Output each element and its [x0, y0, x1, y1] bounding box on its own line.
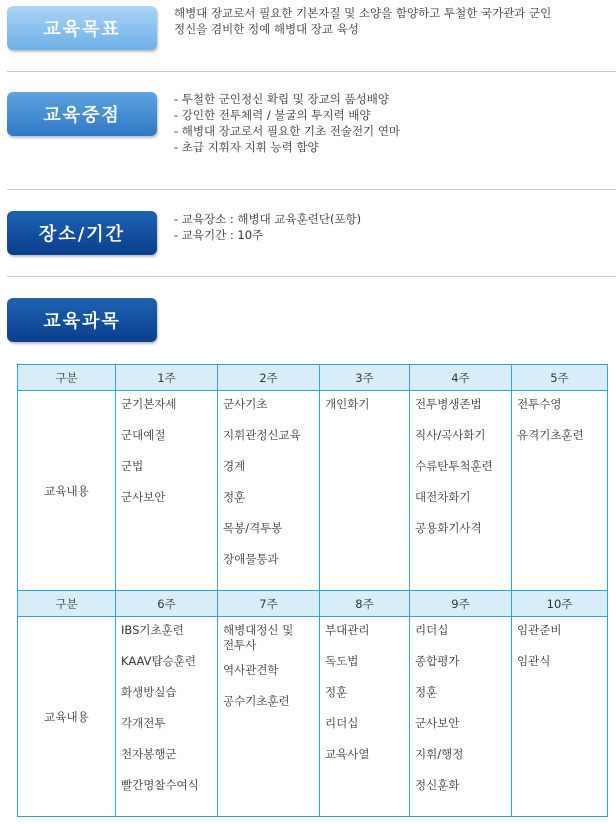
divider	[7, 71, 616, 72]
week-cell	[116, 391, 218, 591]
week-header: 7주	[218, 591, 320, 617]
subject-item: 종합평가	[415, 654, 460, 668]
focus-item: - 강인한 전투체력 / 불굴의 투지력 배양	[174, 108, 371, 122]
row-label: 교육내용	[18, 391, 116, 591]
focus-badge: 교육중점	[7, 92, 157, 136]
subject-item: 리더십	[415, 623, 449, 637]
subject-item: 장애물통과	[223, 552, 279, 566]
place-badge: 장소/기간	[7, 211, 157, 255]
subject-item: 군사보안	[121, 490, 166, 504]
course-table	[17, 364, 608, 817]
subject-item: 군대예절	[121, 428, 166, 442]
subject-item: 직사/곡사화기	[415, 428, 486, 442]
week-cell	[218, 391, 320, 591]
week-header: 1주	[116, 365, 218, 391]
subject-item: 리더십	[325, 716, 359, 730]
place-list	[174, 211, 614, 243]
subject-item: 임관준비	[517, 623, 562, 637]
week-header: 10주	[512, 591, 608, 617]
focus-item: - 투철한 군인정신 확립 및 장교의 품성배양	[174, 92, 389, 106]
subject-item: 군기본자세	[121, 397, 177, 411]
subject-item: 화생방실습	[121, 685, 177, 699]
category-header: 구분	[18, 591, 116, 617]
row-label: 교육내용	[18, 617, 116, 817]
subject-item: IBS기초훈련	[121, 623, 184, 637]
subject-item: 정훈	[415, 685, 438, 699]
goal-text	[174, 5, 614, 37]
table-header-row	[18, 591, 608, 617]
week-cell	[218, 617, 320, 817]
subject-item: 군사기초	[223, 397, 268, 411]
subject-item: 군법	[121, 459, 144, 473]
category-header: 구분	[18, 365, 116, 391]
subject-item: 대전차화기	[415, 490, 471, 504]
subject-item: 빨간명찰수여식	[121, 778, 199, 792]
table-row	[18, 391, 608, 591]
week-header: 3주	[320, 365, 410, 391]
week-header: 4주	[410, 365, 512, 391]
subject-item: 역사관견학	[223, 663, 279, 677]
focus-item: - 해병대 장교로서 필요한 기초 전술전기 연마	[174, 124, 401, 138]
subject-item: 정훈	[223, 490, 246, 504]
subject-item: 수류탄투척훈련	[415, 459, 493, 473]
subject-item: 유격기초훈련	[517, 428, 584, 442]
week-cell	[320, 391, 410, 591]
week-header: 8주	[320, 591, 410, 617]
week-header: 9주	[410, 591, 512, 617]
week-header: 5주	[512, 365, 608, 391]
week-cell	[320, 617, 410, 817]
week-cell	[116, 617, 218, 817]
week-header: 2주	[218, 365, 320, 391]
subject-item: 교육사열	[325, 747, 370, 761]
subject-item: 목봉/격투봉	[223, 521, 283, 535]
subject-item: 지휘관정신교육	[223, 428, 301, 442]
subject-item: 전투수영	[517, 397, 562, 411]
subject-item: 천자봉행군	[121, 747, 177, 761]
week-cell	[410, 617, 512, 817]
subject-item: 군사보안	[415, 716, 460, 730]
subject-item: 정신훈화	[415, 778, 460, 792]
week-cell	[410, 391, 512, 591]
subject-item: 공수기초훈련	[223, 694, 290, 708]
subject-item: 각개전투	[121, 716, 166, 730]
table-row	[18, 617, 608, 817]
subject-item: 경계	[223, 459, 246, 473]
place-item: - 교육장소 : 해병대 교육훈련단(포항)	[174, 212, 362, 226]
goal-text-line: 정신을 겸비한 정예 해병대 장교 육성	[174, 22, 359, 36]
table-header-row	[18, 365, 608, 391]
focus-item: - 초급 지휘자 지휘 능력 함양	[174, 140, 319, 154]
week-cell	[512, 391, 608, 591]
divider	[7, 189, 616, 190]
week-cell	[512, 617, 608, 817]
subject-item: 지휘/행정	[415, 747, 464, 761]
subject-item: 정훈	[325, 685, 348, 699]
week-header: 6주	[116, 591, 218, 617]
goal-text-line: 해병대 장교로서 필요한 기본자질 및 소양을 함양하고 투철한 국가관과 군인	[174, 6, 552, 20]
place-item: - 교육기간 : 10주	[174, 228, 264, 242]
focus-list	[174, 91, 614, 155]
goal-badge: 교육목표	[7, 6, 157, 50]
subject-item: 독도법	[325, 654, 359, 668]
divider	[7, 276, 616, 277]
subject-item: 개인화기	[325, 397, 370, 411]
subject-item: 공용화기사격	[415, 521, 482, 535]
subject-item: 부대관리	[325, 623, 370, 637]
subjects-badge: 교육과목	[7, 298, 157, 342]
subject-item: KAAV탑승훈련	[121, 654, 196, 668]
subject-item: 해병대정신 및전투사	[223, 623, 294, 652]
subject-item: 임관식	[517, 654, 551, 668]
subject-item: 전투병생존법	[415, 397, 482, 411]
